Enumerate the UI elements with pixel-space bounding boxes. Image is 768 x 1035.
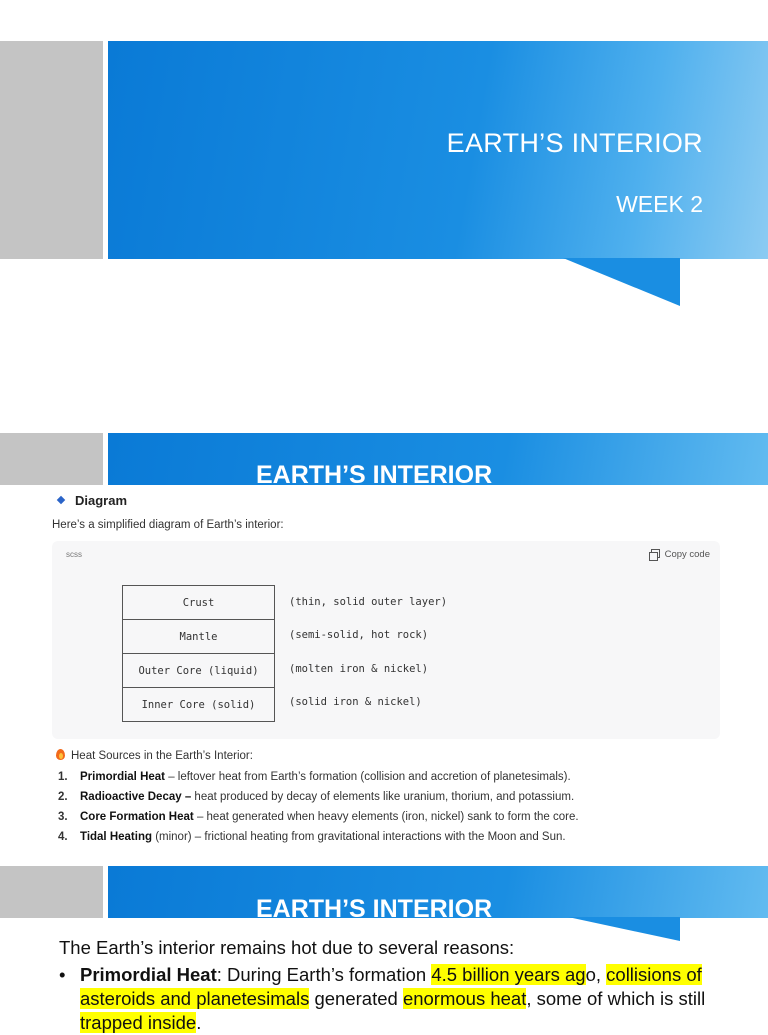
list-item: 3. Core Formation Heat – heat generated when heavy elements (iron, nickel) sank to form the core. bbox=[58, 811, 579, 823]
slide3-grey-block bbox=[0, 866, 103, 918]
code-block bbox=[52, 541, 720, 739]
earth-layers-diagram bbox=[122, 585, 275, 722]
diagram-intro: Here’s a simplified diagram of Earth’s interior: bbox=[52, 519, 284, 531]
slide1-title: EARTH’S INTERIOR bbox=[446, 128, 703, 158]
slide3-intro: The Earth’s interior remains hot due to several reasons: bbox=[59, 937, 515, 958]
layer-desc-mantle: (semi-solid, hot rock) bbox=[289, 629, 429, 641]
layer-inner-core: Inner Core (solid) bbox=[141, 698, 256, 711]
bullet-dot-icon: • bbox=[59, 964, 66, 985]
heat-sources-heading: Heat Sources in the Earth’s Interior: bbox=[56, 749, 253, 762]
bullet-diamond-icon bbox=[57, 496, 65, 504]
layer-mantle: Mantle bbox=[123, 620, 274, 654]
copy-code-button[interactable]: Copy code bbox=[651, 549, 710, 560]
slide2-title: EARTH’S INTERIOR bbox=[256, 461, 493, 489]
layer-desc-crust: (thin, solid outer layer) bbox=[289, 596, 448, 608]
copy-icon bbox=[651, 549, 660, 558]
layer-desc-outer-core: (molten iron & nickel) bbox=[289, 663, 429, 675]
slide1-subtitle: WEEK 2 bbox=[616, 191, 703, 217]
layer-crust: Crust bbox=[123, 586, 274, 620]
layer-desc-inner-core: (solid iron & nickel) bbox=[289, 696, 422, 708]
layer-outer-core: Outer Core (liquid) bbox=[123, 654, 274, 688]
slide1-banner-tail bbox=[108, 258, 680, 306]
diagram-heading: Diagram bbox=[58, 493, 127, 508]
list-item: 4. Tidal Heating (minor) – frictional heating from gravitational interactions with the Moon and Sun. bbox=[58, 831, 566, 843]
code-language-label: scss bbox=[66, 550, 82, 559]
list-item: 1. Primordial Heat – leftover heat from Earth’s formation (collision and accretion of planetesimals). bbox=[58, 771, 571, 783]
fire-icon bbox=[56, 749, 65, 760]
slide2-grey-block bbox=[0, 433, 103, 485]
slide3-title: EARTH’S INTERIOR bbox=[256, 895, 493, 923]
slide1-grey-block bbox=[0, 41, 103, 259]
primordial-heat-bullet: • Primordial Heat: During Earth’s formation 4.5 billion years ago, collisions of asteroids and planetesimals generated enormous heat, some of which is still trapped inside. bbox=[59, 964, 706, 1033]
list-item: 2. Radioactive Decay – heat produced by decay of elements like uranium, thorium, and potassium. bbox=[58, 791, 575, 803]
heat-sources-list bbox=[58, 769, 579, 849]
